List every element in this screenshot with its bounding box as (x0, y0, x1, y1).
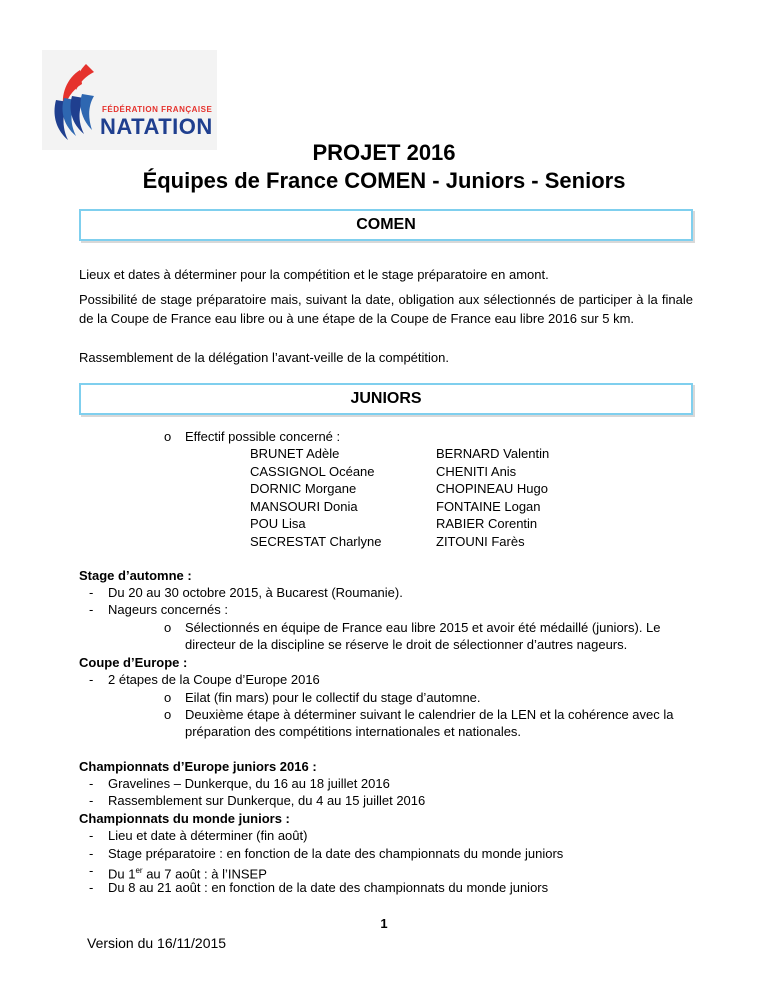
coupe-europe-sub-1: Eilat (fin mars) pour le collectif du stage d’automne. (185, 690, 481, 705)
list-item: BRUNET Adèle (250, 446, 340, 461)
stage-automne-sub-1b: directeur de la discipline se réserve le droit de sélectionner d’autres nageurs. (185, 637, 628, 652)
ch-monde-item-4: Du 8 au 21 août : en fonction de la date des championnats du monde juniors (108, 880, 549, 895)
list-item: POU Lisa (250, 516, 306, 531)
list-item: CASSIGNOL Océane (250, 463, 375, 479)
stage-automne-sub-1a: Sélectionnés en équipe de France eau libre 2015 et avoir été médaillé (juniors). Le (185, 620, 661, 635)
ch-europe-item-2: Rassemblement sur Dunkerque, du 4 au 15 juillet 2016 (108, 793, 426, 808)
ffn-logo (42, 50, 217, 150)
item-3-post: au 7 août : à l’INSEP (142, 866, 267, 882)
list-item: CHENITI Anis (436, 463, 517, 479)
ch-monde-item-2: Stage préparatoire : en fonction de la date des championnats du monde juniors (108, 846, 564, 861)
dash: - (89, 602, 94, 617)
coupe-europe-item-1: 2 étapes de la Coupe d’Europe 2016 (108, 672, 320, 687)
list-item: RABIER Corentin (436, 516, 538, 531)
list-item: FONTAINE Logan (436, 498, 541, 514)
stage-automne-heading: Stage d’automne : (79, 568, 192, 583)
juniors-names-boys (436, 445, 549, 550)
item-3-sup: er (135, 866, 143, 875)
page-subtitle: Équipes de France COMEN - Juniors - Seniors (142, 168, 626, 193)
dash: - (89, 863, 94, 878)
ch-europe-item-1: Gravelines – Dunkerque, du 16 au 18 juillet 2016 (108, 776, 390, 791)
comen-paragraph-1: Lieux et dates à déterminer pour la compétition et le stage préparatoire en amont. (79, 267, 549, 282)
coupe-europe-heading: Coupe d’Europe : (79, 655, 188, 670)
page-number: 1 (380, 916, 388, 931)
bullet-o: o (164, 620, 172, 635)
comen-paragraph-2: Possibilité de stage préparatoire mais, suivant la date, obligation aux sélectionnés de participer à la finale de la Coupe de France eau libre ou à une étape de la Coupe de France eau libre 2016 sur 5 km. (79, 292, 693, 326)
coupe-europe-sub-2a: Deuxième étape à déterminer suivant le calendrier de la LEN et la cohérence avec la (185, 707, 674, 722)
bullet-o: o (164, 707, 172, 722)
list-item: SECRESTAT Charlyne (250, 533, 382, 549)
list-item: MANSOURI Donia (250, 498, 358, 514)
dash: - (89, 672, 94, 687)
dash: - (89, 776, 94, 791)
item-3-pre: Du 1 (108, 866, 136, 882)
logo-text-natation: NATATION (100, 114, 213, 139)
juniors-heading: JUNIORS (79, 383, 693, 415)
comen-heading: COMEN (79, 209, 693, 241)
dash: - (89, 828, 94, 843)
dash: - (89, 585, 94, 600)
juniors-names-girls (250, 445, 382, 550)
stage-automne-item-2: Nageurs concernés : (108, 602, 228, 617)
list-item: DORNIC Morgane (250, 481, 357, 496)
version-footer: Version du 16/11/2015 (87, 935, 227, 951)
logo-text-federation: FÉDÉRATION FRANÇAISE (102, 105, 213, 114)
dash: - (89, 793, 94, 808)
bullet-o: o (164, 429, 172, 444)
bullet-o: o (164, 690, 172, 705)
dash: - (89, 846, 94, 861)
effectif-label: Effectif possible concerné : (185, 429, 341, 444)
ch-monde-item-1: Lieu et date à déterminer (fin août) (108, 828, 308, 843)
list-item: ZITOUNI Farès (436, 533, 525, 549)
ch-monde-heading: Championnats du monde juniors : (79, 811, 290, 826)
list-item: CHOPINEAU Hugo (436, 481, 548, 496)
dash: - (89, 880, 94, 895)
ch-europe-heading: Championnats d’Europe juniors 2016 : (79, 759, 317, 774)
stage-automne-item-1: Du 20 au 30 octobre 2015, à Bucarest (Roumanie). (108, 585, 403, 600)
page-title: PROJET 2016 (312, 140, 456, 165)
comen-paragraph-3: Rassemblement de la délégation l’avant-veille de la compétition. (79, 350, 449, 365)
coupe-europe-sub-2b: préparation des compétitions internationales et nationales. (185, 724, 522, 739)
list-item: BERNARD Valentin (436, 446, 550, 461)
